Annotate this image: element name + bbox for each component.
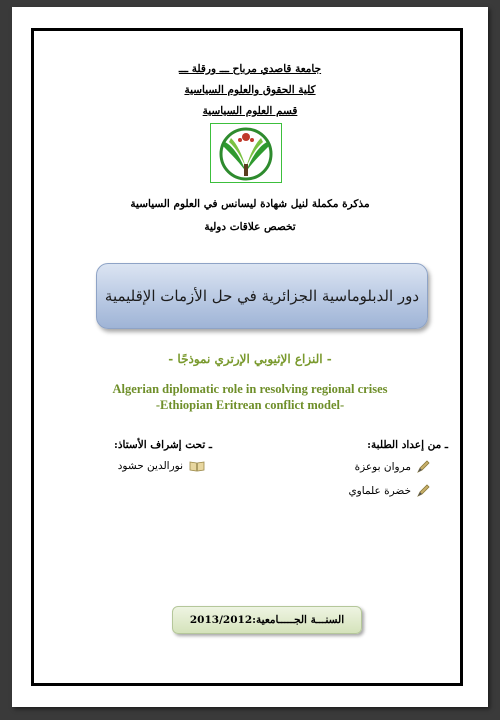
- department-name: قسم العلوم السياسية: [202, 105, 298, 117]
- faculty-name: كلية الحقوق والعلوم السياسية: [184, 84, 316, 96]
- university-name: جامعة قاصدي مرباح ـــ ورقلة ـــ: [178, 63, 322, 75]
- memo-description: مذكرة مكملة لنيل شهادة ليسانس في العلوم السياسية: [130, 198, 370, 210]
- memo-specialization: تخصص علاقات دولية: [204, 221, 296, 233]
- thesis-title-ar: دور الدبلوماسية الجزائرية في حل الأزمات الإقليمية: [104, 287, 420, 305]
- students-heading: ـ من إعداد الطلبة:: [367, 439, 448, 451]
- pencil-icon: [417, 460, 430, 473]
- document-page: [12, 7, 488, 707]
- book-icon: [189, 460, 205, 472]
- student-name-2: خضرة علماوي: [348, 484, 430, 497]
- thesis-title-box: [96, 263, 428, 329]
- university-emblem-icon: [210, 123, 282, 183]
- pencil-icon: [417, 484, 430, 497]
- supervisor-heading: ـ تحت إشراف الأستاذ:: [114, 439, 212, 451]
- student-name-1: مروان بوعزة: [355, 460, 430, 473]
- academic-year: السنـــة الجـــــامعية:2013/2012: [189, 614, 345, 626]
- thesis-title-en: Algerian diplomatic role in resolving regional crises: [112, 382, 388, 396]
- thesis-subtitle-en: -Ethiopian Eritrean conflict model-: [155, 398, 345, 412]
- supervisor-name: نورالدين حشود: [118, 460, 205, 472]
- thesis-subtitle-ar: - النزاع الإثيوبي الإرتري نموذجًا -: [168, 352, 332, 366]
- academic-year-box: [172, 606, 362, 634]
